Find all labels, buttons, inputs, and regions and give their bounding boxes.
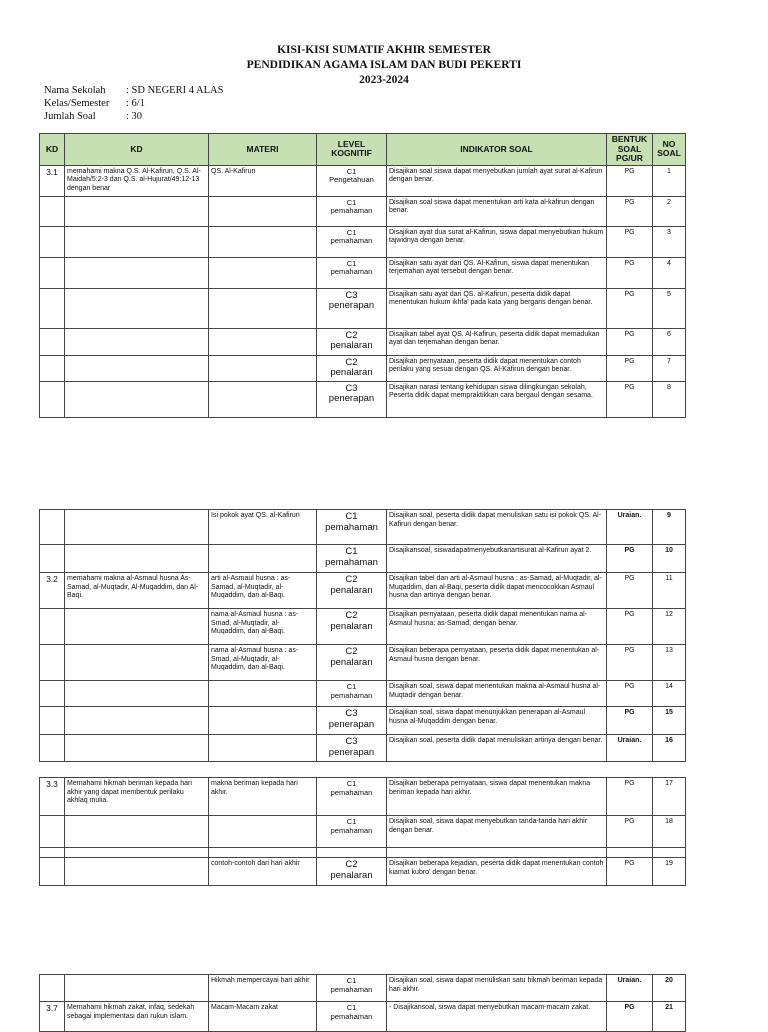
level-code: C2 [345, 329, 358, 341]
info-label: Nama Sekolah [44, 85, 106, 96]
no-soal-cell: 2 [653, 196, 686, 226]
level-name: pemahaman [325, 556, 378, 568]
indikator-cell: Disajikan beberapa pernyataan, siswa dapat menentukan makna beriman kepada hari akhir. [387, 778, 607, 816]
level-code: C2 [345, 356, 358, 368]
level-cell [317, 573, 387, 609]
grid-table-1 [39, 133, 686, 418]
level-name: pemahaman [330, 206, 373, 215]
materi-cell [209, 735, 317, 762]
level-name: penalaran [330, 869, 373, 881]
bentuk-soal-cell: Uraian. [607, 975, 653, 1002]
level-code: C1 [346, 976, 357, 985]
level-name: penalaran [330, 340, 373, 351]
title-line-3: 2023-2024 [359, 74, 409, 86]
kd-description-cell [65, 609, 209, 645]
no-soal-cell: 15 [653, 707, 686, 735]
materi-cell: QS. Al-Kafirun [209, 165, 317, 196]
level-cell [317, 609, 387, 645]
materi-cell [209, 381, 317, 417]
bentuk-soal-cell: PG [607, 288, 653, 328]
level-name: pemahaman [325, 521, 378, 533]
kd-number-cell [40, 816, 65, 848]
kd-description-cell [65, 381, 209, 417]
kd-number-cell [40, 510, 65, 545]
materi-cell [209, 196, 317, 226]
level-name: penerapan [328, 300, 375, 311]
table-row [40, 381, 686, 417]
kd-number-cell [40, 735, 65, 762]
indikator-cell: Disajikan soal, siswa dapat menyebutkan tanda-tanda hari akhir dengan benar. [387, 816, 607, 848]
table-row [40, 355, 686, 381]
bentuk-soal-cell: PG [607, 257, 653, 288]
materi-cell [209, 288, 317, 328]
level-code: C1 [346, 779, 357, 788]
table-row [40, 778, 686, 816]
no-soal-cell: 17 [653, 778, 686, 816]
table-row [40, 510, 686, 545]
kd-number-cell: 3.1 [40, 165, 65, 196]
table-row [40, 975, 686, 1002]
kd-description-cell: memahami makna al-Asmaul husna As-Samad, al-Muqtadir, Al-Muqaddim, dan Al-Baqi. [65, 573, 209, 609]
table-row [40, 858, 686, 886]
level-cell [317, 707, 387, 735]
indikator-cell: Disajikan soal, peserta didik dapat menuliskan artinya dengan benar. [387, 735, 607, 762]
bentuk-soal-cell [607, 848, 653, 858]
grid-table-2 [39, 509, 686, 762]
indikator-cell: Disajikan soal, peserta didik dapat menuliskan satu isi pokok QS. Al-Kafirun dengan benar. [387, 510, 607, 545]
kd-description-cell [65, 545, 209, 573]
level-code: C2 [345, 859, 358, 870]
level-name: Pengetahuan [329, 175, 374, 184]
materi-cell [209, 355, 317, 381]
bentuk-soal-cell: PG [607, 545, 653, 573]
no-soal-cell: 21 [653, 1002, 686, 1032]
col-header-indikator: INDIKATOR SOAL [387, 134, 607, 166]
info-value: : 6/1 [126, 98, 145, 109]
no-soal-cell: 9 [653, 510, 686, 545]
kd-description-cell [65, 975, 209, 1002]
level-cell [317, 510, 387, 545]
no-soal-cell: 20 [653, 975, 686, 1002]
title-line-2: PENDIDIKAN AGAMA ISLAM DAN BUDI PEKERTI [246, 59, 522, 71]
kd-number-cell: 3.7 [40, 1002, 65, 1032]
kd-number-cell [40, 288, 65, 328]
level-cell [317, 288, 387, 328]
no-soal-cell: 4 [653, 257, 686, 288]
kd-number-cell [40, 328, 65, 355]
col-header-level: LEVEL KOGNITIF [317, 134, 387, 166]
table-row [40, 681, 686, 707]
kd-description-cell [65, 707, 209, 735]
kd-number-cell: 3.2 [40, 573, 65, 609]
indikator-cell [387, 848, 607, 858]
level-cell [317, 816, 387, 848]
kd-number-cell [40, 545, 65, 573]
kd-description-cell [65, 816, 209, 848]
table-row [40, 816, 686, 848]
bentuk-soal-cell: PG [607, 609, 653, 645]
info-label: Kelas/Semester [44, 98, 110, 109]
bentuk-soal-cell: PG [607, 645, 653, 681]
level-name: penalaran [330, 367, 373, 378]
materi-cell [209, 848, 317, 858]
col-header-bentuk: BENTUK SOAL PG/UR [607, 134, 653, 166]
level-cell [317, 196, 387, 226]
level-code: C1 [345, 546, 358, 557]
bentuk-soal-cell: PG [607, 355, 653, 381]
level-code: C3 [345, 289, 358, 301]
bentuk-soal-cell: PG [607, 573, 653, 609]
kd-description-cell: Memahami hikmah zakat, infaq, sedekah sebagai implementasi dari rukun islam. [65, 1002, 209, 1032]
materi-cell [209, 545, 317, 573]
kd-number-cell [40, 609, 65, 645]
table-row [40, 707, 686, 735]
materi-cell [209, 328, 317, 355]
kd-number-cell [40, 381, 65, 417]
kd-number-cell [40, 848, 65, 858]
col-header-kd-number: KD [40, 134, 65, 166]
level-code: C1 [346, 227, 357, 237]
kd-number-cell [40, 226, 65, 257]
kd-description-cell [65, 196, 209, 226]
no-soal-cell: 18 [653, 816, 686, 848]
table-row [40, 288, 686, 328]
level-name: pemahaman [330, 690, 373, 700]
materi-cell: Macam-Macam zakat [209, 1002, 317, 1032]
header-row [40, 134, 686, 166]
bentuk-soal-cell: PG [607, 778, 653, 816]
kd-description-cell [65, 681, 209, 707]
indikator-cell: Disajikan narasi tentang kehidupan siswa dilingkungan sekolah, Peserta didik dapat mempraktikkan cara bergaul dengan sesama. [387, 381, 607, 417]
materi-cell: nama al-Asmaul husna : as-Smad, al-Muqtadir, al-Muqaddim, dan al-Baqi. [209, 645, 317, 681]
table-row [40, 226, 686, 257]
no-soal-cell: 7 [653, 355, 686, 381]
table-row [40, 848, 686, 858]
table-row [40, 165, 686, 196]
table-row [40, 328, 686, 355]
level-name: pemahaman [330, 984, 373, 994]
bentuk-soal-cell: PG [607, 328, 653, 355]
level-code: C2 [345, 574, 358, 585]
kd-number-cell [40, 681, 65, 707]
bentuk-soal-cell: Uraian. [607, 735, 653, 762]
level-name: pemahaman [330, 236, 373, 245]
indikator-cell: Disajikan tabel dan arti al-Asmaul husna : as-Samad, al-Muqtadir, al-Muqaddim, dan al-Baqi, peserta didik dapat mencocokkan Asmaul husna dan artinya dengan benar. [387, 573, 607, 609]
kd-description-cell [65, 858, 209, 886]
materi-cell: contoh-contoh dari hari akhir [209, 858, 317, 886]
indikator-cell: Disajikan beberapa kejadian, peserta didik dapat menentukan contoh kiamat kubro' dengan benar. [387, 858, 607, 886]
kd-description-cell [65, 328, 209, 355]
indikator-cell: Disajikan soal, siswa dapat menentukan makna al-Asmaul husna al-Muqtadir dengan benar. [387, 681, 607, 707]
indikator-cell: Disajikan soal siswa dapat menyebutkan jumlah ayat surat al-Kafirun dengan benar. [387, 165, 607, 196]
level-code: C1 [346, 197, 357, 207]
level-cell [317, 858, 387, 886]
no-soal-cell: 11 [653, 573, 686, 609]
kd-description-cell: Memahami hikmah beriman kepada hari akhir yang dapat membentuk perilaku akhlaq mulia. [65, 778, 209, 816]
col-header-materi: MATERI [209, 134, 317, 166]
materi-cell: Hikmah mempercayai hari akhir [209, 975, 317, 1002]
table-row [40, 735, 686, 762]
level-name: penalaran [330, 656, 373, 668]
level-cell [317, 545, 387, 573]
level-name: penalaran [330, 620, 373, 632]
no-soal-cell: 1 [653, 165, 686, 196]
indikator-cell: Disajikan satu ayat dari QS. al-Kafirun, peserta didik dapat menentukan hukum ikhfa' pada kata yang bergaris dengan benar. [387, 288, 607, 328]
materi-cell: Isi pokok ayat QS. al-Kafirun [209, 510, 317, 545]
level-cell [317, 975, 387, 1002]
bentuk-soal-cell: PG [607, 816, 653, 848]
table-row [40, 545, 686, 573]
kd-number-cell [40, 858, 65, 886]
kd-description-cell: memahami makna Q.S. Al-Kafirun, Q.S. Al-Maidah/5:2-3 dan Q.S. al-Hujurat/49:12-13 dengan benar [65, 165, 209, 196]
level-code: C1 [346, 682, 357, 691]
level-cell [317, 381, 387, 417]
level-name: pemahaman [330, 267, 373, 276]
level-cell [317, 735, 387, 762]
materi-cell [209, 707, 317, 735]
bentuk-soal-cell: PG [607, 196, 653, 226]
bentuk-soal-cell: PG [607, 226, 653, 257]
no-soal-cell: 12 [653, 609, 686, 645]
indikator-cell: Disajikan soal, siswa dapat menuliskan satu hikmah beriman kepada hari akhir. [387, 975, 607, 1002]
level-cell [317, 778, 387, 816]
kd-description-cell [65, 355, 209, 381]
info-value: : SD NEGERI 4 ALAS [126, 85, 224, 96]
bentuk-soal-cell: PG [607, 381, 653, 417]
info-value: : 30 [126, 111, 143, 122]
materi-cell: nama al-Asmaul husna : as-Smad, al-Muqtadir, al-Muqaddim, dan al-Baqi. [209, 609, 317, 645]
no-soal-cell [653, 848, 686, 858]
materi-cell [209, 226, 317, 257]
materi-cell: makna beriman kepada hari akhir. [209, 778, 317, 816]
level-cell [317, 226, 387, 257]
materi-cell [209, 816, 317, 848]
indikator-cell: Disajikan satu ayat dari QS. Al-Kafirun, siswa dapat menentukan terjemahan ayat tersebut dengan benar. [387, 257, 607, 288]
kd-description-cell [65, 510, 209, 545]
level-cell [317, 355, 387, 381]
title-line-1: KISI-KISI SUMATIF AKHIR SEMESTER [277, 44, 491, 56]
level-code: C2 [345, 646, 358, 657]
kd-number-cell [40, 355, 65, 381]
level-cell [317, 848, 387, 858]
level-cell [317, 1002, 387, 1032]
no-soal-cell: 16 [653, 735, 686, 762]
level-cell [317, 681, 387, 707]
kd-number-cell [40, 645, 65, 681]
kd-number-cell [40, 975, 65, 1002]
materi-cell [209, 257, 317, 288]
level-code: C1 [346, 1003, 357, 1012]
level-code: C1 [346, 258, 357, 268]
level-cell [317, 328, 387, 355]
no-soal-cell: 14 [653, 681, 686, 707]
level-cell [317, 165, 387, 196]
indikator-cell: Disajikan tabel ayat QS. Al-Kafirun, peserta didik dapat memadukan ayat dan terjemahan dengan benar. [387, 328, 607, 355]
kd-description-cell [65, 226, 209, 257]
table-row [40, 573, 686, 609]
kd-number-cell [40, 196, 65, 226]
table-row [40, 645, 686, 681]
kd-description-cell [65, 257, 209, 288]
no-soal-cell: 5 [653, 288, 686, 328]
bentuk-soal-cell: PG [607, 1002, 653, 1032]
info-label: Jumlah Soal [44, 111, 96, 122]
level-name: penerapan [328, 718, 375, 730]
table-row [40, 609, 686, 645]
indikator-cell: Disajikan soal, siswa dapat menunjukkan penerapan al-Asmaul husna al-Muqaddim dengan benar. [387, 707, 607, 735]
table-row [40, 196, 686, 226]
indikator-cell: Disajikan pernyataan, peserta didik dapat menentukan nama al-Asmaul husna: as-Samad, dengan benar. [387, 609, 607, 645]
level-cell [317, 645, 387, 681]
level-code: C2 [345, 610, 358, 621]
col-header-no: NO SOAL [653, 134, 686, 166]
bentuk-soal-cell: PG [607, 707, 653, 735]
level-name: pemahaman [330, 787, 373, 797]
kd-number-cell: 3.3 [40, 778, 65, 816]
no-soal-cell: 8 [653, 381, 686, 417]
no-soal-cell: 13 [653, 645, 686, 681]
grid-table-4 [39, 974, 686, 1032]
bentuk-soal-cell: PG [607, 165, 653, 196]
col-header-kd: KD [65, 134, 209, 166]
level-name: penerapan [328, 393, 375, 404]
indikator-cell: Disajikansoal, siswadapatmenyebutkanartisurat al-Kafirun ayat 2. [387, 545, 607, 573]
materi-cell: arti al-Asmaul husna : as-Samad, al-Muqtadir, al-Muqaddim, dan al-Baqi. [209, 573, 317, 609]
table-row [40, 1002, 686, 1032]
kd-number-cell [40, 707, 65, 735]
level-code: C1 [345, 511, 358, 522]
kd-description-cell [65, 735, 209, 762]
kd-number-cell [40, 257, 65, 288]
bentuk-soal-cell: Uraian. [607, 510, 653, 545]
level-code: C3 [345, 708, 358, 719]
indikator-cell: Disajikan soal siswa dapat menentukan arti kata al-kafirun dengan benar. [387, 196, 607, 226]
grid-table-3 [39, 777, 686, 886]
no-soal-cell: 10 [653, 545, 686, 573]
level-cell [317, 257, 387, 288]
kd-description-cell [65, 848, 209, 858]
indikator-cell: Disajikan ayat dua surat al-Kafirun, siswa dapat menyebutkan hukum tajwidnya dengan benar. [387, 226, 607, 257]
level-code: C1 [346, 817, 357, 826]
materi-cell [209, 681, 317, 707]
kd-description-cell [65, 288, 209, 328]
level-name: penalaran [330, 584, 373, 596]
indikator-cell: Disajikan beberapa pernyataan, peserta didik dapat menentukan al-Asmaul husna dengan benar. [387, 645, 607, 681]
table-row [40, 257, 686, 288]
no-soal-cell: 3 [653, 226, 686, 257]
level-code: C3 [345, 382, 358, 394]
indikator-cell: Disajikan pernyataan, peserta didik dapat menentukan contoh perilaku yang sesuai dengan QS. Al-Kafirun dengan benar. [387, 355, 607, 381]
level-code: C3 [345, 736, 358, 747]
no-soal-cell: 19 [653, 858, 686, 886]
level-name: pemahaman [330, 825, 373, 835]
indikator-cell: - Disajikansoal, siswa dapat menyebutkan macam-macam zakat. [387, 1002, 607, 1032]
level-code: C1 [346, 166, 357, 176]
document-title [0, 43, 768, 88]
kd-description-cell [65, 645, 209, 681]
no-soal-cell: 6 [653, 328, 686, 355]
bentuk-soal-cell: PG [607, 681, 653, 707]
level-name: penerapan [328, 746, 375, 758]
level-name: pemahaman [330, 1011, 373, 1021]
bentuk-soal-cell: PG [607, 858, 653, 886]
